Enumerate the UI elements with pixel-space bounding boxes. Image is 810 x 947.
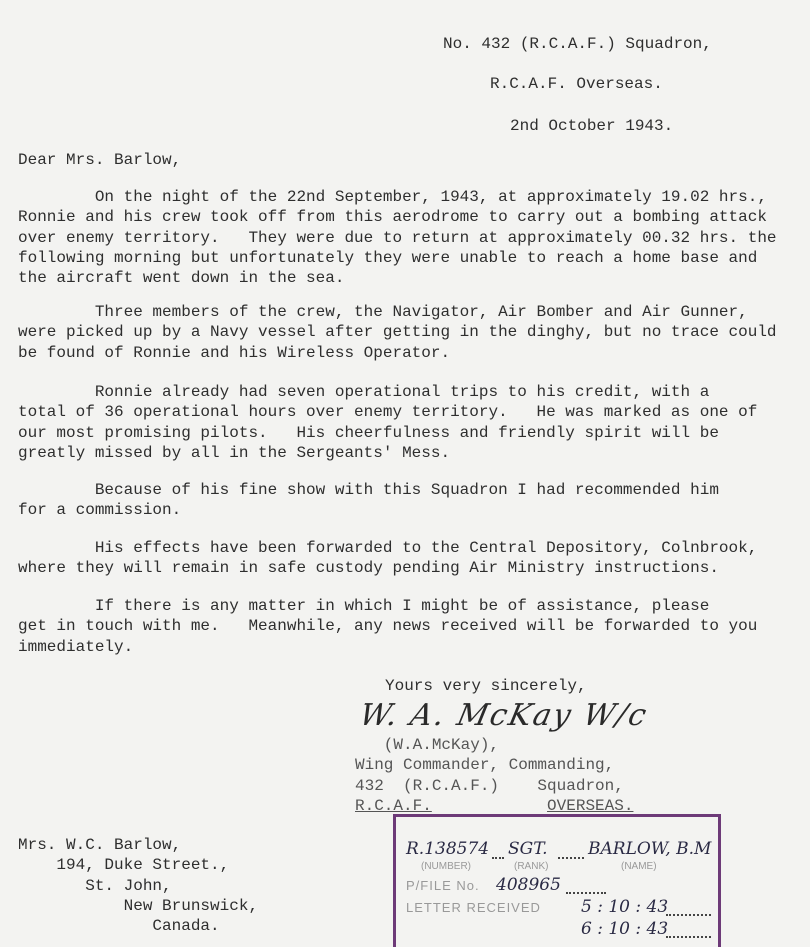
address-line: St. John,	[18, 876, 172, 895]
text-line: greatly missed by all in the Sergeants' Mess.	[18, 443, 451, 462]
letter-received-label: LETTER RECEIVED	[406, 900, 541, 915]
recipient-address	[18, 835, 258, 936]
text-line: immediately.	[18, 637, 134, 656]
letter-date: 2nd October 1943.	[510, 117, 674, 135]
service-number: R.138574	[406, 839, 490, 859]
records-stamp	[393, 814, 721, 947]
rank: SGT.	[508, 839, 548, 859]
text-line: following morning but unfortunately they were unable to reach a home base and	[18, 248, 758, 267]
text-line: Ronnie and his crew took off from this aerodrome to carry out a bombing attack	[18, 208, 767, 227]
handwritten-signature: W. A. McKay W/c	[356, 698, 652, 733]
address-line: 194, Duke Street.,	[18, 856, 230, 875]
file-number: 408965	[496, 875, 561, 895]
salutation: Dear Mrs. Barlow,	[18, 151, 182, 169]
text-line: total of 36 operational hours over enemy territory. He was marked as one of	[18, 403, 758, 422]
file-label: P/FILE No.	[406, 878, 480, 893]
text-line: Because of his fine show with this Squadron I had recommended him	[18, 481, 719, 499]
text-line: On the night of the 22nd September, 1943, at approximately 19.02 hrs.,	[18, 188, 767, 206]
text-line: If there is any matter in which I might be of assistance, please	[18, 597, 710, 615]
signatory-unit: 432 (R.C.A.F.) Squadron,	[355, 776, 624, 795]
rank-label: (RANK)	[514, 861, 549, 872]
paragraph-1	[18, 187, 777, 288]
text-line: were picked up by a Navy vessel after getting in the dinghy, but no trace could	[18, 323, 777, 342]
address-line: New Brunswick,	[18, 896, 259, 915]
closing: Yours very sincerely,	[385, 677, 587, 695]
signatory-force: R.C.A.F.	[355, 796, 432, 815]
name-label: (NAME)	[621, 861, 657, 872]
text-line: His effects have been forwarded to the Central Depository, Colnbrook,	[18, 539, 758, 557]
text-line: for a commission.	[18, 501, 182, 520]
signatory-name: (W.A.McKay),	[355, 736, 500, 754]
text-line: over enemy territory. They were due to return at approximately 00.32 hrs. the	[18, 228, 777, 247]
squadron-heading: No. 432 (R.C.A.F.) Squadron,	[443, 35, 712, 53]
address-line: Canada.	[18, 917, 220, 936]
received-date: 5 : 10 : 43	[581, 897, 669, 917]
paragraph-4	[18, 480, 719, 521]
text-line: Three members of the crew, the Navigator, Air Bomber and Air Gunner,	[18, 303, 748, 321]
text-line: where they will remain in safe custody pending Air Ministry instructions.	[18, 559, 719, 578]
surname: BARLOW, B.M	[588, 839, 712, 859]
sent-date: 6 : 10 : 43	[581, 919, 669, 939]
text-line: the aircraft went down in the sea.	[18, 269, 345, 288]
text-line: our most promising pilots. His cheerfulness and friendly spirit will be	[18, 423, 719, 442]
number-label: (NUMBER)	[421, 861, 471, 872]
text-line: be found of Ronnie and his Wireless Operator.	[18, 343, 451, 362]
paragraph-3	[18, 382, 757, 463]
signatory-overseas: OVERSEAS.	[547, 796, 634, 815]
signatory-title: Wing Commander, Commanding,	[355, 756, 615, 775]
location-heading: R.C.A.F. Overseas.	[490, 75, 663, 93]
text-line: Ronnie already had seven operational trips to his credit, with a	[18, 383, 710, 401]
paragraph-6	[18, 596, 757, 657]
signature-block	[355, 735, 633, 816]
text-line: get in touch with me. Meanwhile, any news received will be forwarded to you	[18, 617, 758, 636]
address-line: Mrs. W.C. Barlow,	[18, 836, 182, 854]
paragraph-2	[18, 302, 777, 363]
paragraph-5	[18, 538, 757, 579]
